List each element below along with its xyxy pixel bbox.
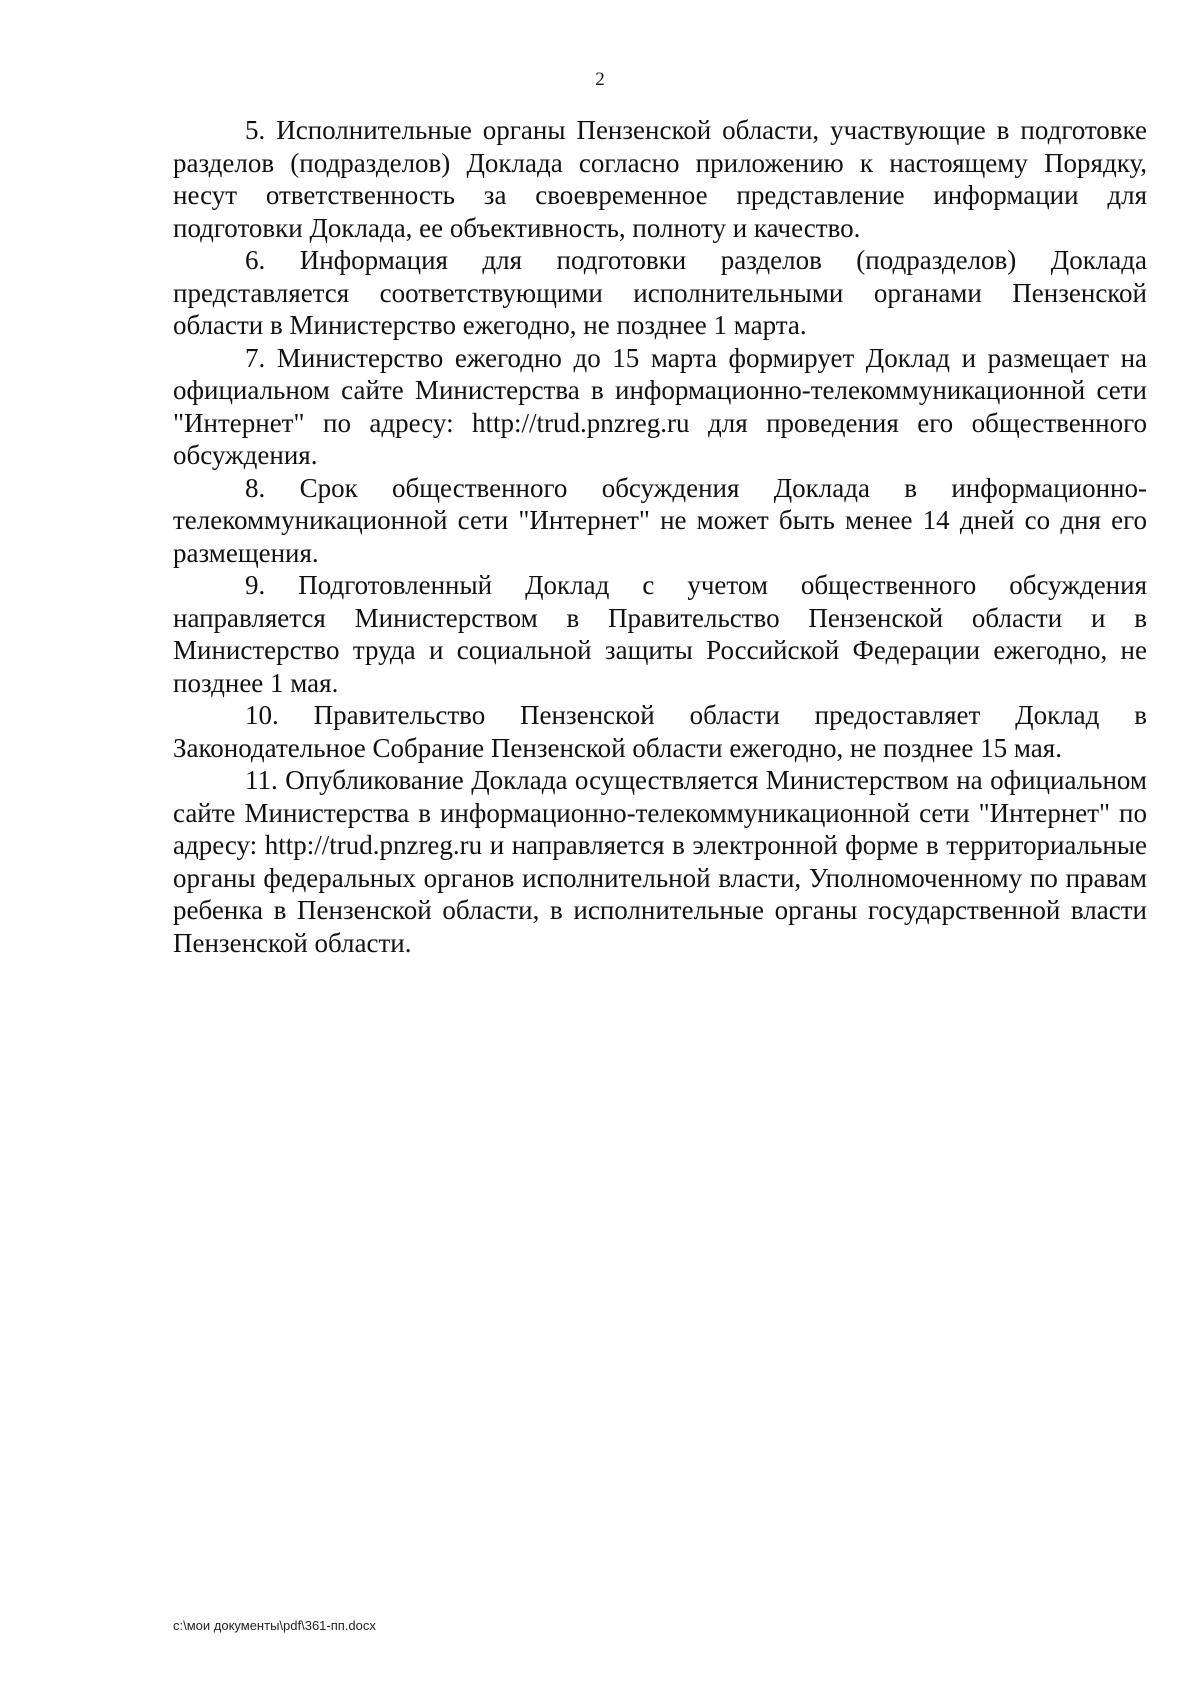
- page-number: 2: [595, 69, 605, 90]
- paragraph-6: 6. Информация для подготовки разделов (подразделов) Доклада представляется соответствующими исполнительными органами Пензенской области в Министерство ежегодно, не позднее 1 марта.: [173, 245, 1147, 340]
- paragraph-10: 10. Правительство Пензенской области предоставляет Доклад в Законодательное Собрание Пензенской области ежегодно, не позднее 15 мая.: [173, 700, 1147, 763]
- paragraph-7: 7. Министерство ежегодно до 15 марта формирует Доклад и размещает на официальном сайте Министерства в информационно-телекоммуникационной сети "Интернет" по адресу: http://trud.pnzreg.ru для проведения его общественного обсуждения.: [173, 342, 1147, 470]
- paragraph-8: 8. Срок общественного обсуждения Доклада в информационно-телекоммуникационной сети "Интернет" не может быть менее 14 дней со дня его размещения.: [173, 472, 1147, 568]
- paragraph-11: 11. Опубликование Доклада осуществляется Министерством на официальном сайте Министерства в информационно-телекоммуникационной сети "Интернет" по адресу: http://trud.pnzreg.ru и направляется в электронной форме в территориальные органы федеральных органов исполнительной власти, Уполномоченному по правам ребенка в Пензенской области, в исполнительные органы государственной власти Пензенской области.: [173, 765, 1147, 958]
- document-body: [173, 114, 1147, 959]
- footer-file-path: c:\мои документы\pdf\361-пп.docx: [173, 1618, 376, 1633]
- paragraph-9: 9. Подготовленный Доклад с учетом общественного обсуждения направляется Министерством в Правительство Пензенской области и в Министерство труда и социальной защиты Российской Федерации ежегодно, не позднее 1 мая.: [173, 570, 1147, 698]
- paragraph-5: 5. Исполнительные органы Пензенской области, участвующие в подготовке разделов (подразделов) Доклада согласно приложению к настоящему Порядку, несут ответственность за своевременное представление информации для подготовки Доклада, ее объективность, полноту и качество.: [173, 115, 1147, 243]
